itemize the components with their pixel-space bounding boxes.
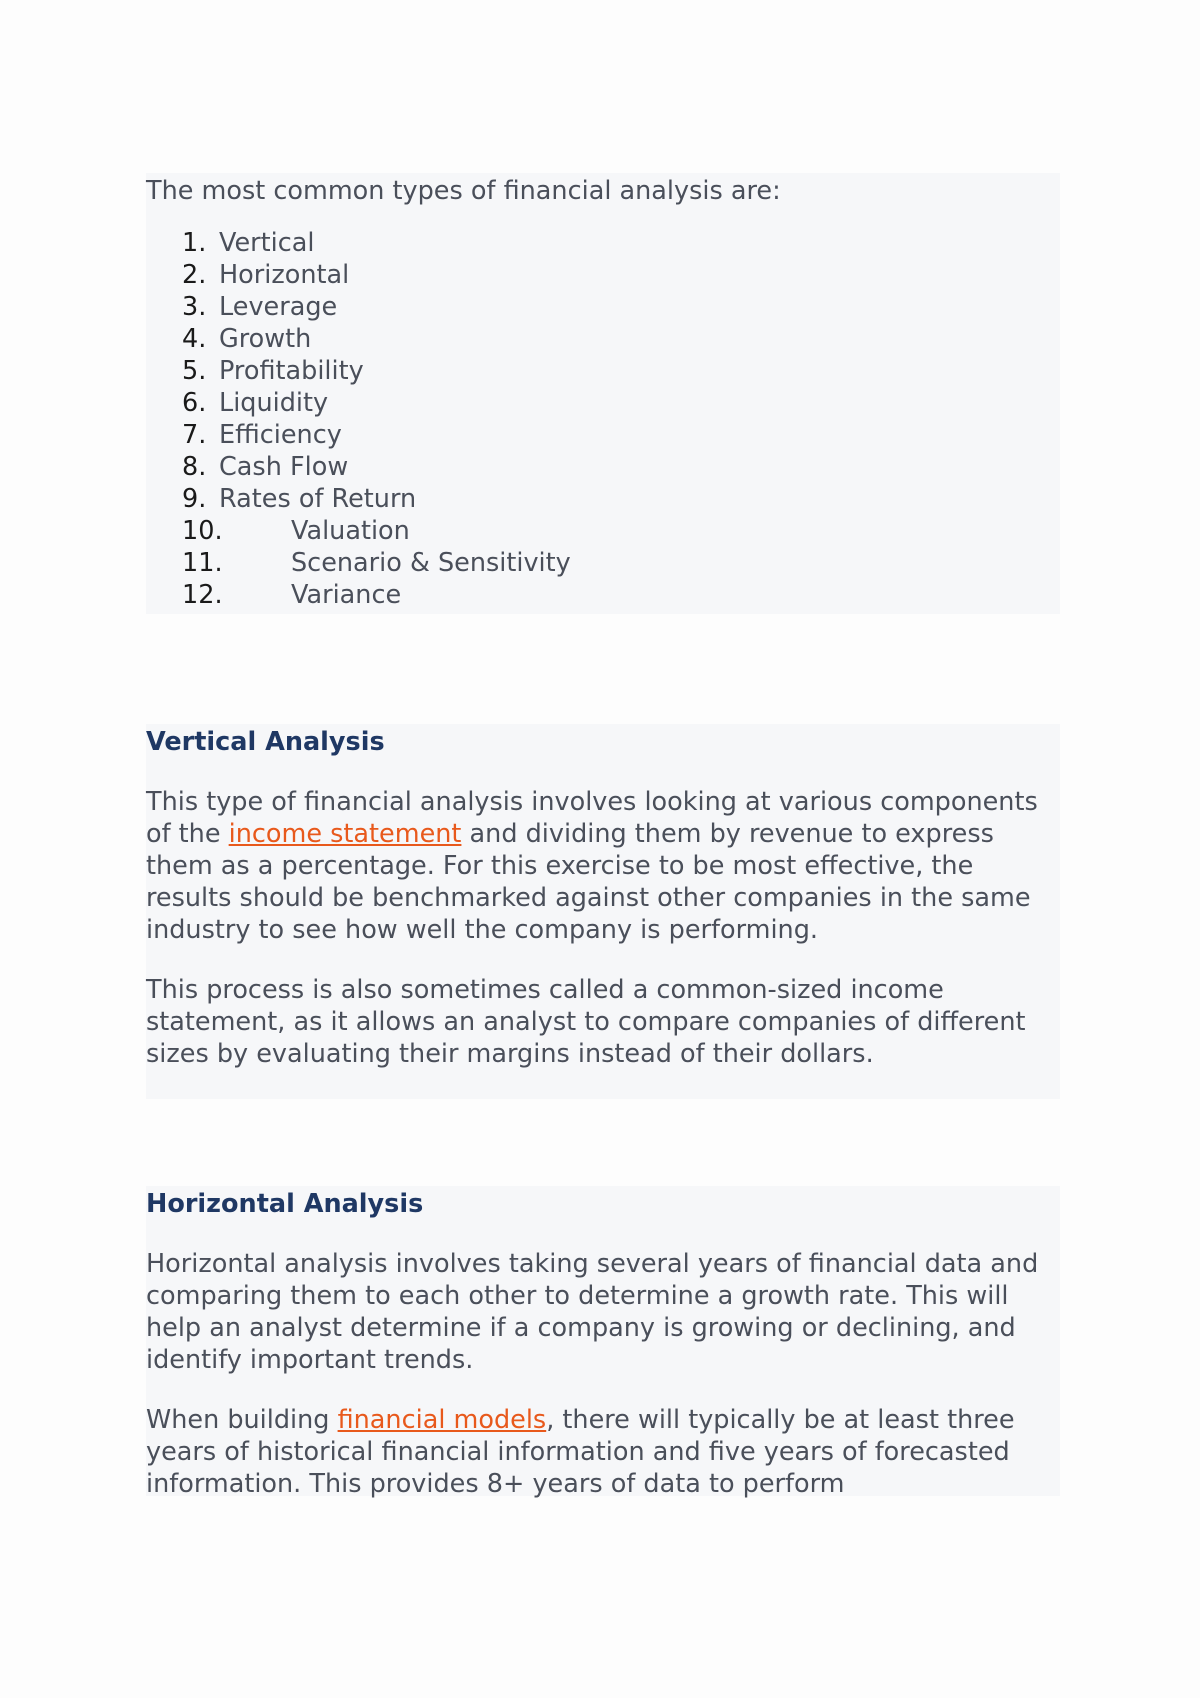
income-statement-link[interactable]: income statement (228, 819, 462, 849)
list-item: 10. Valuation (182, 516, 410, 546)
list-item: 12. Variance (182, 580, 402, 610)
analysis-types-list (146, 227, 1060, 611)
list-item: 8. Cash Flow (182, 452, 349, 482)
list-item: 6. Liquidity (182, 388, 329, 418)
horizontal-paragraph-2: When building financial models, there will typically be at least three years of historical financial information and five years of forecasted information. This provides 8+ years of data to perform (146, 1405, 1015, 1499)
vertical-analysis-heading: Vertical Analysis (146, 727, 385, 757)
list-item: 1. Vertical (182, 228, 315, 258)
financial-models-link[interactable]: financial models (337, 1405, 547, 1435)
list-item: 4. Growth (182, 324, 312, 354)
analysis-types-section (146, 173, 1060, 614)
horizontal-paragraph-1: Horizontal analysis involves taking several years of financial data and comparing them to each other to determine a growth rate. This will help an analyst determine if a company is growing or declining, and identify important trends. (146, 1249, 1039, 1375)
list-item: 9. Rates of Return (182, 484, 417, 514)
list-intro: The most common types of financial analysis are: (146, 176, 781, 206)
vertical-paragraph-1: This type of financial analysis involves looking at various components of the income statement and dividing them by revenue to express them as a percentage. For this exercise to be most effective, the results should be benchmarked against other companies in the same industry to see how well the company is performing. (146, 787, 1038, 945)
horizontal-analysis-heading: Horizontal Analysis (146, 1189, 424, 1219)
list-item: 5. Profitability (182, 356, 364, 386)
list-item: 3. Leverage (182, 292, 338, 322)
list-item: 2. Horizontal (182, 260, 350, 290)
horizontal-analysis-section (146, 1186, 1060, 1499)
vertical-paragraph-2: This process is also sometimes called a common-sized income statement, as it allows an analyst to compare companies of different sizes by evaluating their margins instead of their dollars. (146, 975, 1026, 1069)
list-item: 11. Scenario & Sensitivity (182, 548, 571, 578)
vertical-analysis-section (146, 724, 1060, 1099)
list-item: 7. Efficiency (182, 420, 342, 450)
